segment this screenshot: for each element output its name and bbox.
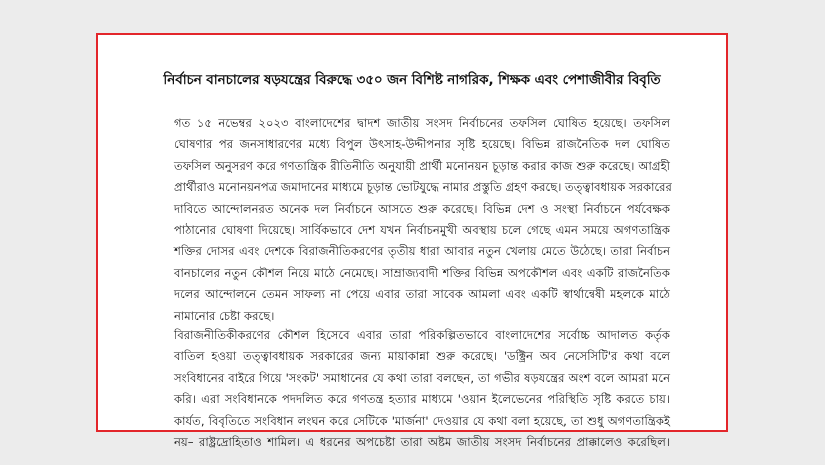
text-line: কার্যত, বিবৃতিতে সংবিধান লংঘন করে সেটিকে 'মার্জনা' দেওয়ার যে কথা বলা হয়েছে, তা শুধু অগণতান্ত্রিকই	[174, 413, 670, 428]
text-line: পাঠানোর ঘোষণা দিয়েছে। সার্বিকভাবে দেশ যখন নির্বাচনমুখী অবস্থায় চলে গেছে এমন সময়ে অগণতান্ত্রিক	[174, 223, 670, 238]
document-page	[96, 33, 728, 450]
text-line: বিরাজনীতিকীকরণের কৌশল হিসেবে এবার তারা পরিকল্পিতভাবে বাংলাদেশের সর্বোচ্চ আদালত কর্তৃক	[174, 328, 670, 342]
text-line: নয়– রাষ্ট্রদ্রোহিতাও শামিল। এ ধরনের অপচেষ্টা তারা অষ্টম জাতীয় সংসদ নির্বাচনের প্রাক্কালেও করেছিল।	[174, 435, 670, 450]
text-line: বানচালের নতুন কৌশল নিয়ে মাঠে নেমেছে। সাম্রাজ্যবাদী শক্তির বিভিন্ন অপকৌশল এবং একটি রাজনৈতিক	[174, 265, 670, 280]
document-title: নির্বাচন বানচালের ষড়যন্ত্রের বিরুদ্ধে ৩৫০ জন বিশিষ্ট নাগরিক, শিক্ষক এবং পেশাজীবীর বিবৃতি	[163, 72, 661, 88]
text-line: নামানোর চেষ্টা করছে।	[174, 308, 275, 323]
text-line: সংবিধানের বাইরে গিয়ে 'সংকট' সমাধানের যে কথা তারা বলছেন, তা গভীর ষড়যন্ত্রের অংশ বলে আমরা মনে	[174, 370, 670, 385]
text-line: প্রার্থীরাও মনোনয়নপত্র জমাদানের মাধ্যমে চূড়ান্ত ভোটযুদ্ধে নামার প্রস্তুতি গ্রহণ করছে। তত্ত্বাবধায়ক সরকারের	[174, 180, 672, 195]
text-line: ঘোষণার পর জনসাধারণের মধ্যে বিপুল উৎসাহ-উদ্দীপনার সৃষ্টি হয়েছে। বিভিন্ন রাজনৈতিক দল ঘোষিত	[174, 137, 670, 152]
paragraph-1	[174, 113, 670, 327]
text-line: গত ১৫ নভেম্বর ২০২৩ বাংলাদেশের দ্বাদশ জাতীয় সংসদ নির্বাচনের তফসিল ঘোষিত হয়েছে। তফসিল	[174, 116, 670, 130]
text-line: করি। এরা সংবিধানকে পদদলিত করে গণতন্ত্র হত্যার মাধ্যমে 'ওয়ান ইলেভেনের পরিস্থিতি সৃষ্টি করতে চায়।	[174, 392, 670, 407]
text-line: বাতিল হওয়া তত্ত্বাবধায়ক সরকারের জন্য মায়াকান্না শুরু করেছে। 'ডক্ট্রিন অব নেসেসিটি'র কথা বলে	[174, 349, 670, 364]
text-line: শক্তির দোসর এবং দেশকে বিরাজনীতিকরণের তৃতীয় ধারা আবার নতুন খেলায় মেতে উঠেছে। তারা নির্বাচন	[174, 244, 670, 259]
paragraph-2	[174, 325, 670, 453]
text-line: দলের আন্দোলনে তেমন সাফল্য না পেয়ে এবার তারা সাবেক আমলা এবং একটি স্বার্থান্বেষী মহলকে মাঠে	[174, 287, 670, 302]
text-line: তফসিল অনুসরণ করে গণতান্ত্রিক রীতিনীতি অনুযায়ী প্রার্থী মনোনয়ন চূড়ান্ত করার কাজ শুরু করেছে। আগ্রহী	[174, 158, 670, 173]
text-line: দাবিতে আন্দোলনরত অনেক দল নির্বাচনে আসতে শুরু করেছে। বিভিন্ন দেশ ও সংস্থা নির্বাচনে পর্যবেক্ষক	[174, 201, 670, 216]
